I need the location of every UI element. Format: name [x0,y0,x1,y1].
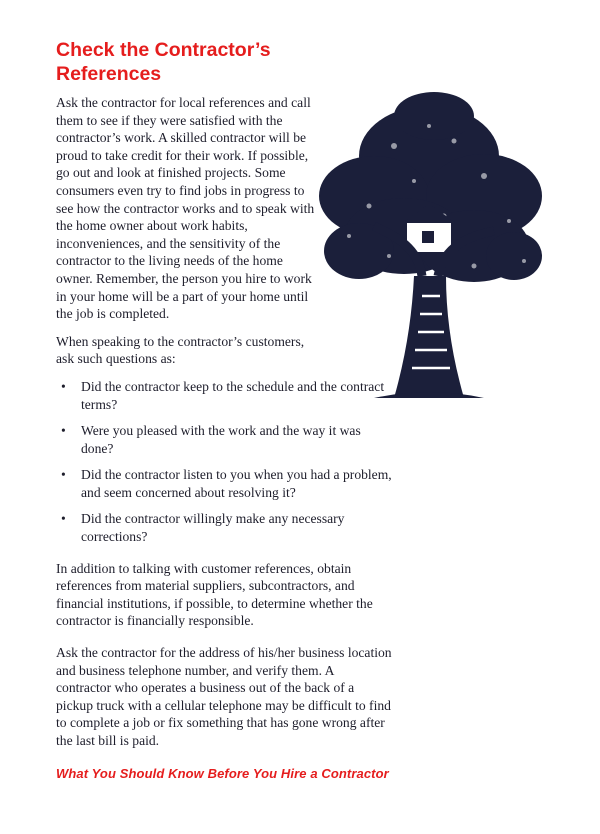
references-paragraph: In addition to talking with customer references, obtain references from material suppliers, subcontractors, and financial institutions, if possible, to determine whether the contractor is financially responsible. [56,560,373,629]
list-item: • Were you pleased with the work and the way it was done? [61,423,361,456]
page-title [56,38,356,86]
intro-paragraph: Ask the contractor for local references and call them to see if they were satisfied with the contractor’s work. A skilled contractor will be proud to take credit for their work. If possible, go out and look at finished projects. Some consumers even try to find jobs in progress to see how the contractor works and to speak with the home owner about work habits, inconveniences, and the sensitivity of the contractor to the living needs of the home owner. Remember, the person you hire to work in your home will be a part of your home until the job is completed. [56,95,315,322]
main-content [56,94,392,760]
questions-lead-paragraph: When speaking to the contractor’s customers, ask such questions as: [56,333,305,367]
page-footer: What You Should Know Before You Hire a Contractor [56,766,389,781]
list-item: • Did the contractor willingly make any necessary corrections? [61,511,345,545]
list-item: • Did the contractor keep to the schedule and the contract terms? [61,378,385,412]
list-item: • Did the contractor listen to you when you had a problem, and seem concerned about resolving it? [61,467,392,500]
page-title-line-1: Check the Contractor’s [56,39,271,61]
address-paragraph: Ask the contractor for the address of his/her business location and business telephone number, and verify them. A contractor who operates a business out of the back of a pickup truck with a cellular telephone may be difficult to find to complete a job or fix something that has gone wrong after the last bill is paid. [56,645,392,748]
page-title-line-2: References [56,63,162,85]
questions-list [56,378,392,546]
